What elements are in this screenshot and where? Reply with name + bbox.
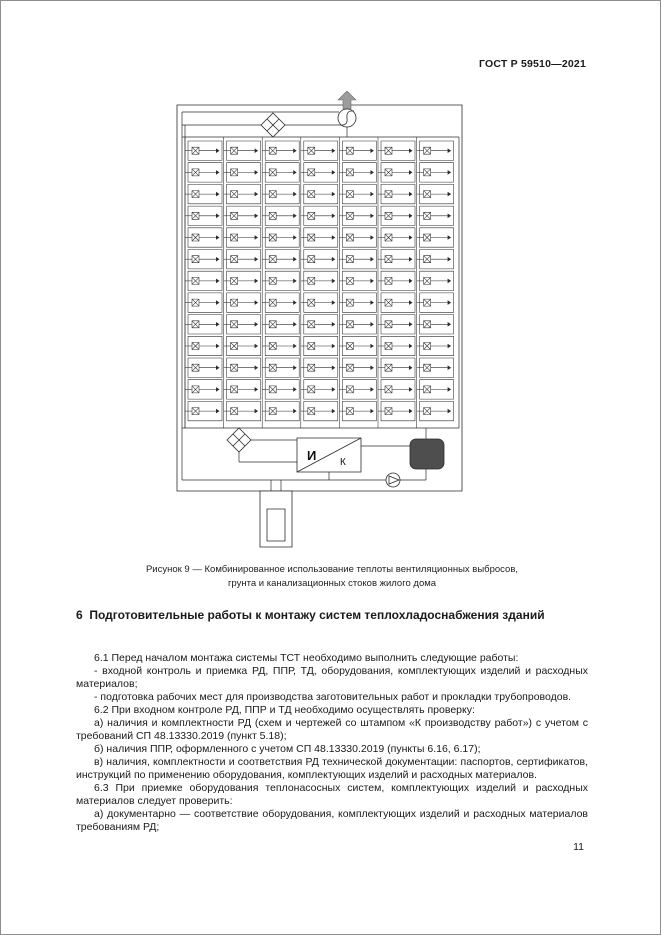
paragraph-dash-item: - подготовка рабочих мест для производства заготовительных работ и прокладки трубопроводов.	[94, 691, 572, 703]
figure-caption-line2: грунта и канализационных стоков жилого дома	[227, 577, 437, 589]
exhaust-fan-icon	[338, 91, 356, 127]
document-code: ГОСТ Р 59510—2021	[478, 58, 586, 70]
paragraph-6-1: 6.1 Перед началом монтажа системы ТСТ необходимо выполнить следующие работы:	[94, 652, 519, 664]
sewage-tank-icon	[410, 439, 444, 469]
figure-9	[171, 91, 467, 561]
ground-borehole	[260, 491, 292, 547]
evaporator-label: И	[307, 448, 317, 463]
paragraph-6-2: 6.2 При входном контроле РД, ППР и ТД необходимо осуществлять проверку:	[94, 704, 475, 716]
figure-caption	[76, 563, 588, 591]
section-heading: 6 Подготовительные работы к монтажу систем теплохладоснабжения зданий	[76, 608, 545, 622]
page-number: 11	[573, 841, 584, 853]
condenser-label: К	[340, 457, 346, 468]
heat-exchanger-top-icon	[261, 113, 285, 137]
heat-pump-unit	[297, 438, 361, 472]
paragraph-dash-item: - входной контроль и приемка РД, ППР, ТД, оборудования, комплектующих изделий и расходных материалов;	[76, 665, 588, 690]
section-body	[76, 652, 588, 834]
figure-caption-line1: Рисунок 9 — Комбинированное использование теплоты вентиляционных выбросов,	[145, 564, 519, 575]
circulation-pump-icon	[386, 473, 400, 487]
heat-exchanger-bottom-icon	[227, 428, 251, 452]
figure-9-diagram	[171, 91, 467, 561]
building-grid	[185, 137, 454, 428]
paragraph-6-3: 6.3 При приемке оборудования теплонасосных систем, комплектующих изделий и расходных материалов следует проверить:	[76, 782, 588, 807]
paragraph-item-a2: а) документарно — соответствие оборудования, комплектующих изделий и расходных материалов требованиям РД;	[76, 808, 588, 833]
paragraph-item-b: б) наличия ППР, оформленного с учетом СП 48.13330.2019 (пункты 6.16, 6.17);	[94, 743, 481, 755]
paragraph-item-a: а) наличия и комплектности РД (схем и чертежей со штампом «К производству работ») с учетом с требований СП 48.13330.2019 (пункт 5.18);	[76, 717, 588, 742]
paragraph-item-v: в) наличия, комплектности и соответствия РД технической документации: паспортов, сертификатов, инструкций по применению оборудования, комплектующих изделий и расходных материалов.	[76, 756, 588, 781]
